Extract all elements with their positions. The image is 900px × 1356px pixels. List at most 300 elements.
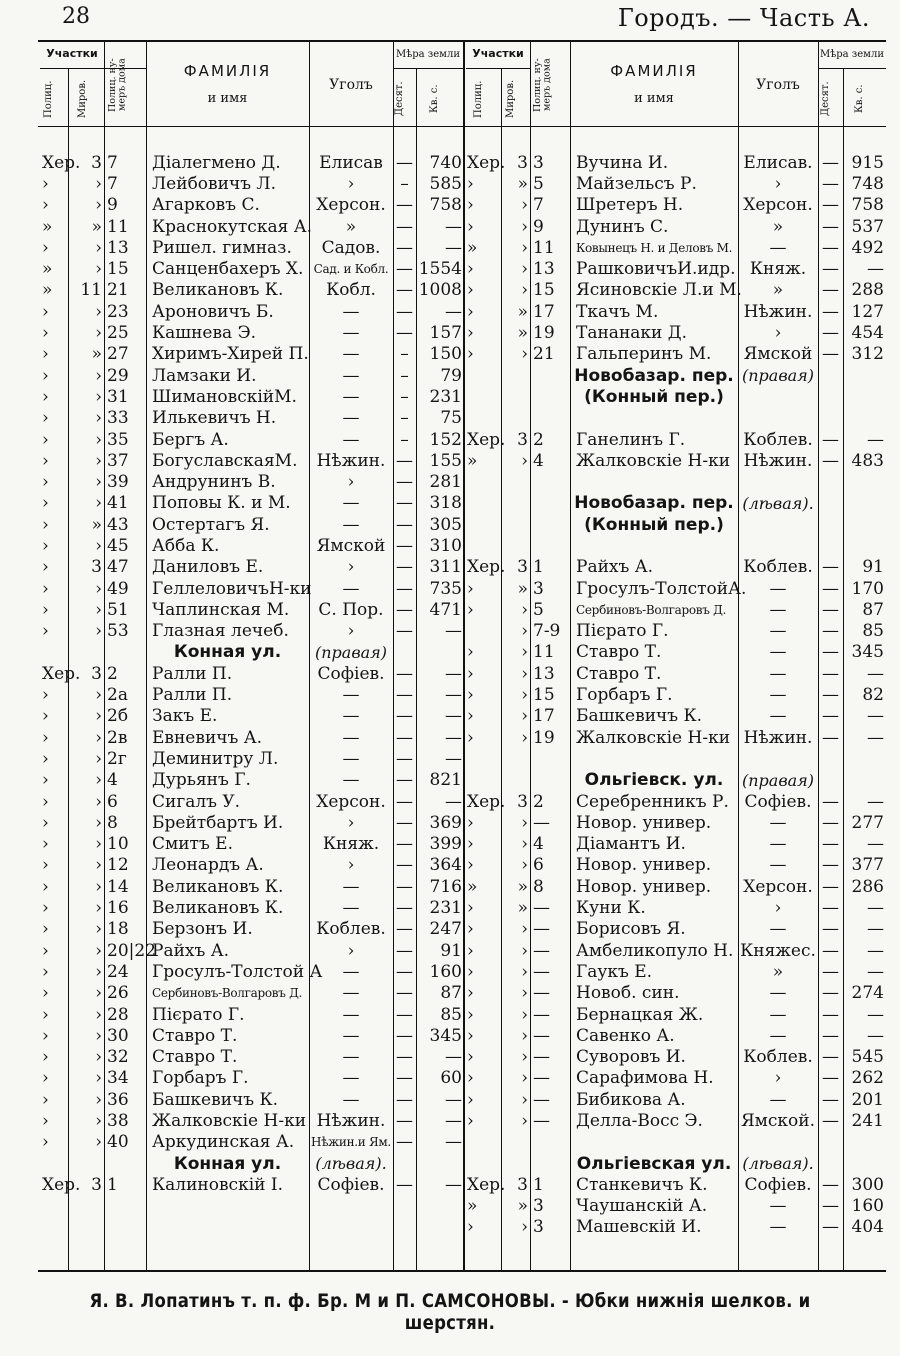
corner-street-cell: » xyxy=(345,216,357,237)
name-cell: Пієрато Г. xyxy=(576,621,669,642)
spacer xyxy=(393,1153,464,1174)
register-row xyxy=(40,471,464,492)
desyatiny-cell: — xyxy=(822,1111,839,1131)
mirov-cell: › xyxy=(521,1004,528,1025)
polits-cell: › xyxy=(42,621,49,642)
register-row xyxy=(40,386,464,407)
register-row xyxy=(40,1046,464,1067)
register-row xyxy=(40,940,464,961)
sq-sazhen-cell: 377 xyxy=(851,855,884,876)
sq-sazhen-cell: — xyxy=(445,706,462,727)
mirov-cell: › xyxy=(521,195,528,216)
house-number-cell: 51 xyxy=(107,599,129,620)
name-cell: Ясиновскіе Л.и М. xyxy=(576,280,742,301)
sq-sazhen-cell: 152 xyxy=(429,429,462,450)
header-imya: и имя xyxy=(207,91,248,106)
corner-street-cell: » xyxy=(772,961,784,982)
desyatiny-cell: — xyxy=(396,663,413,684)
sq-sazhen-cell: — xyxy=(867,919,884,940)
name-cell: Новор. универ. xyxy=(576,855,712,876)
polits-cell: › xyxy=(42,301,49,322)
mirov-cell: › xyxy=(95,940,102,961)
street-heading-row xyxy=(40,1153,464,1174)
street-side: (правая) xyxy=(741,366,814,386)
corner-street-cell: — xyxy=(769,642,787,663)
polits-cell: › xyxy=(42,429,49,450)
spacer xyxy=(818,514,886,535)
name-cell: Поповы К. и М. xyxy=(152,493,291,514)
polits-cell: Хер. xyxy=(467,557,506,578)
spacer xyxy=(465,408,886,429)
desyatiny-cell: — xyxy=(822,1025,839,1046)
register-row xyxy=(40,1004,464,1025)
sq-sazhen-cell: — xyxy=(867,898,884,919)
sq-sazhen-cell: — xyxy=(867,791,884,812)
house-number-cell: 31 xyxy=(107,386,129,407)
corner-street-cell: — xyxy=(769,983,787,1004)
name-cell: Жалковскіе Н-ки xyxy=(576,727,731,748)
register-row xyxy=(40,429,464,450)
mirov-cell: › xyxy=(521,855,528,876)
mirov-cell: › xyxy=(95,472,102,493)
corner-street-cell: — xyxy=(342,898,360,919)
house-number-cell: 37 xyxy=(107,450,129,471)
desyatiny-cell: – xyxy=(400,386,409,407)
register-row xyxy=(465,1068,886,1089)
name-cell: Новор. универ. xyxy=(576,876,712,897)
sq-sazhen-cell: — xyxy=(445,621,462,642)
polits-cell: › xyxy=(467,727,474,748)
desyatiny-cell: — xyxy=(822,898,839,919)
corner-street-cell: — xyxy=(342,1068,360,1089)
polits-cell: › xyxy=(467,1111,474,1131)
sq-sazhen-cell: 170 xyxy=(851,578,884,599)
corner-street-cell: — xyxy=(342,578,360,599)
register-row xyxy=(465,919,886,940)
header-polits-right: Полиц. xyxy=(473,80,484,118)
polits-cell: › xyxy=(42,919,49,940)
name-cell: Бернацкая Ж. xyxy=(576,1004,704,1025)
spacer xyxy=(465,471,886,492)
register-row xyxy=(465,983,886,1004)
house-number-cell: — xyxy=(533,940,550,961)
polits-cell: » xyxy=(42,259,53,280)
sq-sazhen-cell: 748 xyxy=(851,173,884,194)
desyatiny-cell: — xyxy=(822,237,839,258)
mirov-cell: › xyxy=(95,259,102,280)
corner-street-cell: — xyxy=(342,514,360,535)
sq-sazhen-cell: 545 xyxy=(851,1047,884,1068)
sq-sazhen-cell: — xyxy=(867,940,884,961)
mirov-cell: › xyxy=(95,429,102,450)
corner-street-cell: — xyxy=(342,301,360,322)
register-row xyxy=(40,599,464,620)
name-cell: Агарковъ С. xyxy=(152,195,260,216)
name-cell: Гаукъ Е. xyxy=(576,961,653,982)
sq-sazhen-cell: 312 xyxy=(851,344,884,365)
polits-cell: › xyxy=(42,898,49,919)
corner-street-cell: — xyxy=(342,685,360,706)
polits-cell: › xyxy=(467,323,474,344)
mirov-cell: › xyxy=(521,1089,528,1110)
register-row xyxy=(465,897,886,918)
name-cell: Горбаръ Г. xyxy=(576,685,673,706)
sq-sazhen-cell: — xyxy=(445,685,462,706)
corner-street-cell: Коблев. xyxy=(743,557,813,578)
name-cell: Великановъ К. xyxy=(152,898,284,919)
corner-street-cell: — xyxy=(342,770,360,791)
corner-street-cell: › xyxy=(347,621,355,642)
polits-cell: › xyxy=(467,961,474,982)
desyatiny-cell: — xyxy=(822,961,839,982)
house-number-cell: 2б xyxy=(107,706,129,727)
house-number-cell: 38 xyxy=(107,1111,129,1131)
desyatiny-cell: — xyxy=(396,472,413,493)
name-cell: Абба К. xyxy=(152,535,220,556)
corner-street-cell: Сад. и Кобл. xyxy=(313,262,389,277)
register-row xyxy=(465,791,886,812)
polits-cell: › xyxy=(42,344,49,365)
name-cell: Тананаки Д. xyxy=(576,323,687,344)
polits-cell: › xyxy=(42,493,49,514)
desyatiny-cell: — xyxy=(822,812,839,833)
desyatiny-cell: — xyxy=(396,578,413,599)
sq-sazhen-cell: 537 xyxy=(851,216,884,237)
name-cell: Калиновскій І. xyxy=(152,1174,283,1195)
corner-street-cell: Елисав. xyxy=(743,152,813,173)
street-heading: Конная ул. xyxy=(173,1153,282,1174)
sq-sazhen-cell: — xyxy=(445,1174,462,1195)
sq-sazhen-cell: 471 xyxy=(429,599,462,620)
sq-sazhen-cell: — xyxy=(867,834,884,855)
mirov-cell: » xyxy=(517,898,528,919)
spacer xyxy=(818,493,886,514)
register-row xyxy=(465,1196,886,1217)
corner-street-cell: Софіев. xyxy=(317,1174,385,1195)
name-cell: Дурьянъ Г. xyxy=(152,770,251,791)
register-row xyxy=(40,791,464,812)
name-cell: Ставро Т. xyxy=(576,663,662,684)
sq-sazhen-cell: 150 xyxy=(429,344,462,365)
name-cell: Сербиновъ-Волгаровъ Д. xyxy=(152,986,303,1001)
mirov-cell: › xyxy=(95,386,102,407)
desyatiny-cell: — xyxy=(396,961,413,982)
house-number-cell: 45 xyxy=(107,535,129,556)
house-number-cell: 3 xyxy=(533,578,544,599)
register-row xyxy=(40,706,464,727)
register-row xyxy=(465,834,886,855)
header-uchastki: Участки xyxy=(46,47,98,60)
name-cell: Брейтбартъ И. xyxy=(152,812,284,833)
street-side xyxy=(738,514,818,535)
sq-sazhen-cell: 91 xyxy=(862,557,884,578)
name-cell: Евневичъ А. xyxy=(152,727,263,748)
name-cell: ГеллеловичъН-ки xyxy=(152,578,312,599)
sq-sazhen-cell: 286 xyxy=(851,876,884,897)
sq-sazhen-cell: 75 xyxy=(440,408,462,429)
corner-street-cell: — xyxy=(769,706,787,727)
desyatiny-cell: — xyxy=(396,280,413,301)
house-number-cell: 20|22 xyxy=(107,940,156,961)
name-cell: Лейбовичъ Л. xyxy=(152,173,276,194)
polits-cell: › xyxy=(42,940,49,961)
polits-cell: Хер. xyxy=(42,1174,81,1195)
desyatiny-cell: — xyxy=(396,1132,413,1153)
corner-street-cell: — xyxy=(342,1047,360,1068)
mirov-cell: › xyxy=(95,301,102,322)
desyatiny-cell: — xyxy=(396,748,413,769)
sq-sazhen-cell: 311 xyxy=(429,557,462,578)
corner-street-cell: Ямской xyxy=(743,344,813,365)
mirov-cell: › xyxy=(95,983,102,1004)
spacer xyxy=(818,386,886,407)
polits-cell: › xyxy=(42,1025,49,1046)
polits-cell: › xyxy=(467,919,474,940)
name-cell: Сербиновъ-Волгаровъ Д. xyxy=(576,602,727,617)
corner-street-cell: Садов. xyxy=(321,237,381,258)
bottom-rule xyxy=(38,1270,886,1272)
name-cell: Башкевичъ К. xyxy=(152,1089,279,1110)
register-row xyxy=(40,557,464,578)
sq-sazhen-cell: 915 xyxy=(851,152,884,173)
name-cell: Ламзаки И. xyxy=(152,365,257,386)
corner-street-cell: › xyxy=(774,898,782,919)
mirov-cell: 11 xyxy=(80,280,102,301)
polits-cell: › xyxy=(467,812,474,833)
sq-sazhen-cell: 277 xyxy=(851,812,884,833)
sq-sazhen-cell: — xyxy=(867,727,884,748)
polits-cell: Хер. xyxy=(467,429,506,450)
mirov-cell: › xyxy=(521,344,528,365)
house-number-cell: 15 xyxy=(533,280,555,301)
mirov-cell: › xyxy=(95,812,102,833)
register-row xyxy=(465,706,886,727)
register-row xyxy=(465,1110,886,1131)
desyatiny-cell: — xyxy=(822,663,839,684)
name-cell: Райхъ А. xyxy=(576,557,653,578)
desyatiny-cell: — xyxy=(396,834,413,855)
register-row xyxy=(465,152,886,173)
polits-cell: › xyxy=(467,599,474,620)
name-cell: Савенко А. xyxy=(576,1025,675,1046)
desyatiny-cell: — xyxy=(396,493,413,514)
register-row xyxy=(40,322,464,343)
polits-cell: › xyxy=(467,706,474,727)
name-cell: Закъ Е. xyxy=(152,706,218,727)
register-row xyxy=(465,1174,886,1195)
mirov-cell: » xyxy=(517,876,528,897)
blank-row xyxy=(465,748,886,769)
street-side: (лѣвая). xyxy=(742,1154,814,1174)
register-row xyxy=(465,429,886,450)
mirov-cell: › xyxy=(95,578,102,599)
name-cell: Горбаръ Г. xyxy=(152,1068,249,1089)
sq-sazhen-cell: 85 xyxy=(440,1004,462,1025)
header-desyat: Десят. xyxy=(394,81,405,117)
polits-cell: › xyxy=(467,663,474,684)
corner-street-cell: Ямской xyxy=(316,535,386,556)
name-cell: Шретеръ Н. xyxy=(576,195,684,216)
house-number-cell: 34 xyxy=(107,1068,129,1089)
polits-cell: › xyxy=(42,535,49,556)
mirov-cell: › xyxy=(95,1132,102,1153)
polits-cell xyxy=(465,621,501,642)
street-heading-row xyxy=(465,1153,886,1174)
desyatiny-cell: – xyxy=(400,344,409,365)
house-number-cell: 3 xyxy=(533,152,544,173)
desyatiny-cell: — xyxy=(396,514,413,535)
house-number-cell: 19 xyxy=(533,323,555,344)
polits-cell: » xyxy=(467,1196,478,1217)
corner-street-cell: › xyxy=(347,557,355,578)
register-row xyxy=(40,684,464,705)
register-row xyxy=(465,855,886,876)
mera-rule-right xyxy=(818,68,886,69)
register-row xyxy=(40,408,464,429)
corner-street-cell: — xyxy=(769,1025,787,1046)
register-row xyxy=(40,1089,464,1110)
house-number-cell: 16 xyxy=(107,898,129,919)
polits-cell: Хер. xyxy=(42,663,81,684)
house-number-cell: 25 xyxy=(107,323,129,344)
blank-row xyxy=(465,1132,886,1153)
polits-cell: › xyxy=(467,685,474,706)
desyatiny-cell: — xyxy=(822,1004,839,1025)
register-row xyxy=(40,1174,464,1195)
desyatiny-cell: — xyxy=(396,1004,413,1025)
mirov-cell: › xyxy=(95,195,102,216)
register-row xyxy=(465,1004,886,1025)
desyatiny-cell: — xyxy=(396,791,413,812)
mirov-cell: › xyxy=(521,983,528,1004)
desyatiny-cell: — xyxy=(396,195,413,216)
sq-sazhen-cell: 758 xyxy=(429,195,462,216)
house-number-cell: 15 xyxy=(107,259,129,280)
house-number-cell: 5 xyxy=(533,173,544,194)
polits-cell: › xyxy=(42,1111,49,1131)
house-number-cell: 4 xyxy=(107,770,118,791)
name-cell: Борисовъ Я. xyxy=(576,919,686,940)
mirov-cell: » xyxy=(517,323,528,344)
polits-cell: » xyxy=(42,216,53,237)
mirov-cell: › xyxy=(95,237,102,258)
corner-street-cell: Коблев. xyxy=(743,1047,813,1068)
corner-street-cell: Нѣжин. xyxy=(743,727,813,748)
register-row xyxy=(465,301,886,322)
polits-cell: › xyxy=(467,898,474,919)
name-cell: Ковынецъ Н. и Деловъ М. xyxy=(576,240,733,255)
street-heading: Ольгіевск. ул. xyxy=(584,770,724,791)
desyatiny-cell: — xyxy=(822,621,839,642)
name-cell: Дунинъ С. xyxy=(576,216,669,237)
house-number-cell: — xyxy=(533,919,550,940)
sq-sazhen-cell: 87 xyxy=(440,983,462,1004)
polits-cell: › xyxy=(42,876,49,897)
polits-cell: › xyxy=(467,195,474,216)
corner-street-cell: Нѣжин. xyxy=(743,301,813,322)
house-number-cell: — xyxy=(533,961,550,982)
mirov-cell: 3 xyxy=(517,1174,528,1195)
polits-cell: › xyxy=(42,195,49,216)
polits-cell: › xyxy=(42,514,49,535)
register-row xyxy=(465,195,886,216)
mirov-cell: » xyxy=(91,216,102,237)
register-row xyxy=(40,770,464,791)
sq-sazhen-cell: 821 xyxy=(429,770,462,791)
street-side: (лѣвая). xyxy=(315,1154,387,1174)
mirov-cell: › xyxy=(521,685,528,706)
house-number-cell: 1 xyxy=(107,1174,118,1195)
house-number-cell: 12 xyxy=(107,855,129,876)
spacer xyxy=(465,365,570,386)
desyatiny-cell: – xyxy=(400,408,409,429)
mirov-cell: » xyxy=(91,344,102,365)
name-cell: Чаушанскій А. xyxy=(576,1196,708,1217)
name-cell: Деминитру Л. xyxy=(152,748,279,769)
mirov-cell: › xyxy=(95,898,102,919)
register-row xyxy=(40,897,464,918)
polits-cell: › xyxy=(467,173,474,194)
name-cell: Куни К. xyxy=(576,898,646,919)
register-row xyxy=(40,237,464,258)
house-number-cell: 7 xyxy=(107,152,118,173)
name-cell: Гросулъ-ТолстойА. xyxy=(576,578,747,599)
mirov-cell: › xyxy=(521,216,528,237)
name-cell: Новор. универ. xyxy=(576,812,712,833)
name-cell: Машевскій И. xyxy=(576,1217,702,1238)
desyatiny-cell: — xyxy=(396,323,413,344)
house-number-cell: 9 xyxy=(107,195,118,216)
polits-cell: » xyxy=(467,450,478,471)
sq-sazhen-cell: — xyxy=(445,301,462,322)
sq-sazhen-cell: 369 xyxy=(429,812,462,833)
spacer xyxy=(818,770,886,791)
house-number-cell: 13 xyxy=(107,237,129,258)
sq-sazhen-cell: 1554 xyxy=(418,259,462,280)
mirov-cell: › xyxy=(95,365,102,386)
house-number-cell: 21 xyxy=(533,344,555,365)
house-number-cell: 6 xyxy=(107,791,118,812)
desyatiny-cell: — xyxy=(396,152,413,173)
name-cell: Леонардъ А. xyxy=(152,855,264,876)
polits-cell: Хер. xyxy=(467,1174,506,1195)
sq-sazhen-cell: 300 xyxy=(851,1174,884,1195)
name-cell: Чаплинская М. xyxy=(152,599,290,620)
house-number-cell: 11 xyxy=(107,216,129,237)
mirov-cell: 3 xyxy=(91,557,102,578)
sq-sazhen-cell: — xyxy=(867,961,884,982)
corner-street-cell: — xyxy=(342,1089,360,1110)
corner-street-cell: — xyxy=(769,599,787,620)
register-row xyxy=(40,535,464,556)
mirov-cell: › xyxy=(95,1047,102,1068)
sq-sazhen-cell: 735 xyxy=(429,578,462,599)
desyatiny-cell: — xyxy=(396,599,413,620)
register-row xyxy=(40,855,464,876)
mirov-cell: › xyxy=(95,173,102,194)
street-heading: Новобазар. пер. xyxy=(574,365,734,386)
spacer xyxy=(40,642,146,663)
register-row xyxy=(465,450,886,471)
sq-sazhen-cell: — xyxy=(445,727,462,748)
mirov-cell: › xyxy=(95,1111,102,1131)
sq-sazhen-cell: 404 xyxy=(851,1217,884,1238)
blank-row xyxy=(465,535,886,556)
name-cell: Станкевичъ К. xyxy=(576,1174,708,1195)
desyatiny-cell: — xyxy=(396,940,413,961)
street-heading-row xyxy=(40,642,464,663)
house-number-cell: — xyxy=(533,1111,550,1131)
